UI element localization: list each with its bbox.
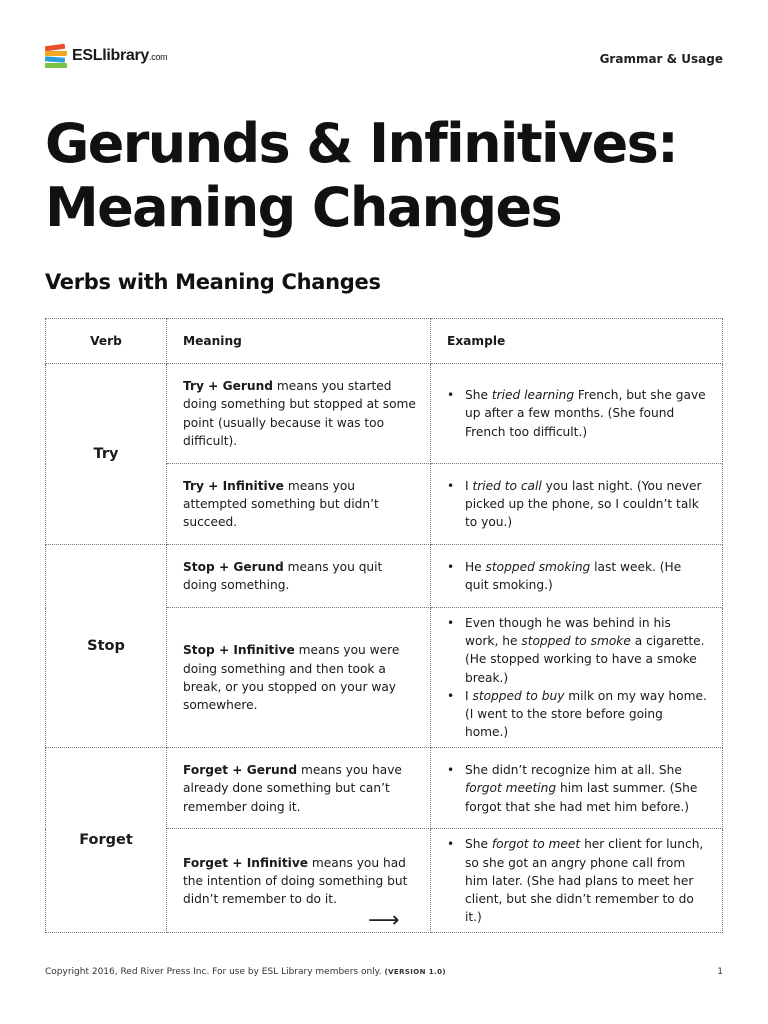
next-page-arrow-icon[interactable]: ⟶ bbox=[368, 908, 400, 933]
meaning-changes-table bbox=[45, 318, 723, 933]
esl-library-logo[interactable] bbox=[45, 44, 167, 68]
example-cell: • She tried learning French, but she gave up after a few months. (She found French too difficult.) bbox=[431, 364, 723, 464]
page-footer bbox=[45, 967, 723, 977]
bullet-icon: • bbox=[447, 837, 455, 852]
meaning-cell: Forget + Gerund means you have already done something but can’t remember doing it. bbox=[167, 748, 431, 829]
meaning-cell: Stop + Gerund means you quit doing something. bbox=[167, 545, 431, 608]
table-row bbox=[46, 748, 723, 829]
example-cell: • She forgot to meet her client for lunch, so she got an angry phone call from him later. (She had plans to meet her client, but she didn’t remember to do it.) bbox=[431, 829, 723, 933]
verb-cell: Stop bbox=[46, 545, 167, 748]
copyright-text: Copyright 2016, Red River Press Inc. For use by ESL Library members only. bbox=[45, 967, 382, 977]
header-example: Example bbox=[431, 319, 723, 364]
bullet-icon: • bbox=[447, 688, 455, 703]
bullet-icon: • bbox=[447, 616, 455, 630]
example-cell: • Even though he was behind in his work, he stopped to smoke a cigarette. (He stopped working to have a smoke break.) • I stopped to buy milk on my way home. (I went to the store before going home.) bbox=[431, 608, 723, 748]
bullet-icon: • bbox=[447, 559, 455, 574]
page-title: Gerunds & Infinitives: Meaning Changes bbox=[45, 112, 678, 239]
bullet-icon: • bbox=[447, 478, 455, 493]
version-label: (VERSION 1.0) bbox=[384, 968, 446, 976]
table-header-row bbox=[46, 319, 723, 364]
example-cell: • I tried to call you last night. (You never picked up the phone, so I couldn’t talk to you.) bbox=[431, 464, 723, 545]
header-meaning: Meaning bbox=[167, 319, 431, 364]
verb-cell: Forget bbox=[46, 748, 167, 933]
logo-text: ESLlibrary.com bbox=[72, 47, 168, 64]
meaning-cell: Forget + Infinitive means you had the intention of doing something but didn’t remember to do it. bbox=[167, 829, 431, 933]
book-stack-icon bbox=[45, 44, 69, 68]
section-heading: Verbs with Meaning Changes bbox=[45, 270, 381, 294]
example-cell: • She didn’t recognize him at all. She forgot meeting him last summer. (She forgot that she had met him before.) bbox=[431, 748, 723, 829]
meaning-cell: Stop + Infinitive means you were doing something and then took a break, or you stopped on your way somewhere. bbox=[167, 608, 431, 748]
page-header bbox=[45, 44, 723, 74]
page-number: 1 bbox=[717, 967, 723, 977]
table-row bbox=[46, 545, 723, 608]
meaning-cell: Try + Infinitive means you attempted something but didn’t succeed. bbox=[167, 464, 431, 545]
category-label: Grammar & Usage bbox=[599, 52, 723, 66]
verb-cell: Try bbox=[46, 364, 167, 545]
bullet-icon: • bbox=[447, 388, 455, 403]
bullet-icon: • bbox=[447, 763, 455, 778]
header-verb: Verb bbox=[46, 319, 167, 364]
example-cell: • He stopped smoking last week. (He quit smoking.) bbox=[431, 545, 723, 608]
table-row bbox=[46, 364, 723, 464]
meaning-cell: Try + Gerund means you started doing something but stopped at some point (usually because it was too difficult). bbox=[167, 364, 431, 464]
